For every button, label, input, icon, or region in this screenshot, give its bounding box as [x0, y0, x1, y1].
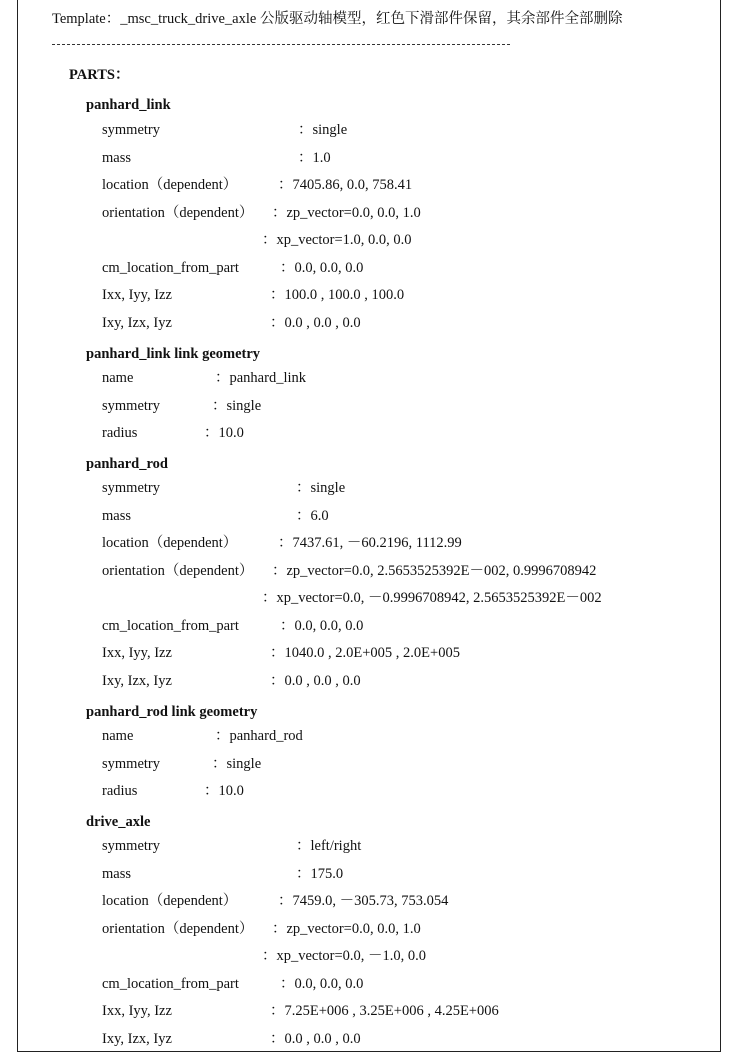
field-value: ：100.0 , 100.0 , 100.0: [270, 287, 405, 303]
field-value: ：0.0 , 0.0 , 0.0: [270, 1031, 361, 1047]
field-value: ：7.25E+006 , 3.25E+006 , 4.25E+006: [270, 1003, 499, 1019]
field-value: ：xp_vector=0.0, －1.0, 0.0: [262, 948, 427, 964]
field-value: ：0.0 , 0.0 , 0.0: [270, 673, 361, 689]
field-value: ：zp_vector=0.0, 0.0, 1.0: [272, 205, 421, 221]
field-value: ：175.0: [296, 866, 344, 882]
section-title: panhard_link link geometry: [86, 346, 261, 362]
field-label: location（dependent）: [102, 893, 238, 909]
field-label: orientation（dependent）: [102, 921, 254, 937]
field-label: Ixx, Iyy, Izz: [102, 1003, 172, 1019]
field-value: ：10.0: [204, 783, 244, 799]
separator-line: [52, 44, 510, 45]
field-label: cm_location_from_part: [102, 618, 239, 634]
field-label: name: [102, 728, 134, 744]
field-value: ：7459.0, －305.73, 753.054: [278, 893, 449, 909]
field-value: ：panhard_link: [215, 370, 307, 386]
field-value: ：10.0: [204, 425, 244, 441]
parts-title: PARTS：: [69, 67, 130, 83]
field-value: ：single: [212, 756, 262, 772]
field-label: cm_location_from_part: [102, 976, 239, 992]
section-title: panhard_rod: [86, 456, 168, 472]
field-label: Ixy, Izx, Iyz: [102, 1031, 172, 1047]
field-label: symmetry: [102, 122, 160, 138]
field-label: Ixy, Izx, Iyz: [102, 673, 172, 689]
field-value: ：0.0, 0.0, 0.0: [280, 618, 364, 634]
field-value: ：xp_vector=0.0, －0.9996708942, 2.5653525392E－002: [262, 590, 602, 606]
field-label: orientation（dependent）: [102, 563, 254, 579]
field-label: Ixx, Iyy, Izz: [102, 645, 172, 661]
field-label: orientation（dependent）: [102, 205, 254, 221]
field-label: symmetry: [102, 838, 160, 854]
field-value: ：7437.61, －60.2196, 1112.99: [278, 535, 462, 551]
field-label: Ixx, Iyy, Izz: [102, 287, 172, 303]
field-label: symmetry: [102, 398, 160, 414]
field-label: name: [102, 370, 134, 386]
field-value: ：left/right: [296, 838, 362, 854]
section-title: panhard_link: [86, 97, 171, 113]
field-value: ：panhard_rod: [215, 728, 303, 744]
section-title: drive_axle: [86, 814, 151, 830]
field-label: location（dependent）: [102, 177, 238, 193]
field-value: ：zp_vector=0.0, 0.0, 1.0: [272, 921, 421, 937]
field-label: radius: [102, 783, 138, 799]
template-line: Template：_msc_truck_drive_axle 公版驱动轴模型，红色下滑部件保留，其余部件全部删除: [52, 11, 623, 27]
field-value: ：7405.86, 0.0, 758.41: [278, 177, 413, 193]
field-value: ：0.0, 0.0, 0.0: [280, 260, 364, 276]
field-value: ：0.0, 0.0, 0.0: [280, 976, 364, 992]
field-label: cm_location_from_part: [102, 260, 239, 276]
field-label: symmetry: [102, 480, 160, 496]
field-value: ：0.0 , 0.0 , 0.0: [270, 315, 361, 331]
field-label: Ixy, Izx, Iyz: [102, 315, 172, 331]
field-label: mass: [102, 508, 131, 524]
field-value: ：zp_vector=0.0, 2.5653525392E－002, 0.9996708942: [272, 563, 597, 579]
field-value: ：single: [212, 398, 262, 414]
field-label: location（dependent）: [102, 535, 238, 551]
field-value: ：1040.0 , 2.0E+005 , 2.0E+005: [270, 645, 460, 661]
field-label: mass: [102, 150, 131, 166]
field-label: mass: [102, 866, 131, 882]
field-label: radius: [102, 425, 138, 441]
field-value: ：1.0: [298, 150, 331, 166]
field-value: ：single: [298, 122, 348, 138]
section-title: panhard_rod link geometry: [86, 704, 258, 720]
field-value: ：6.0: [296, 508, 329, 524]
field-value: ：xp_vector=1.0, 0.0, 0.0: [262, 232, 412, 248]
field-value: ：single: [296, 480, 346, 496]
field-label: symmetry: [102, 756, 160, 772]
